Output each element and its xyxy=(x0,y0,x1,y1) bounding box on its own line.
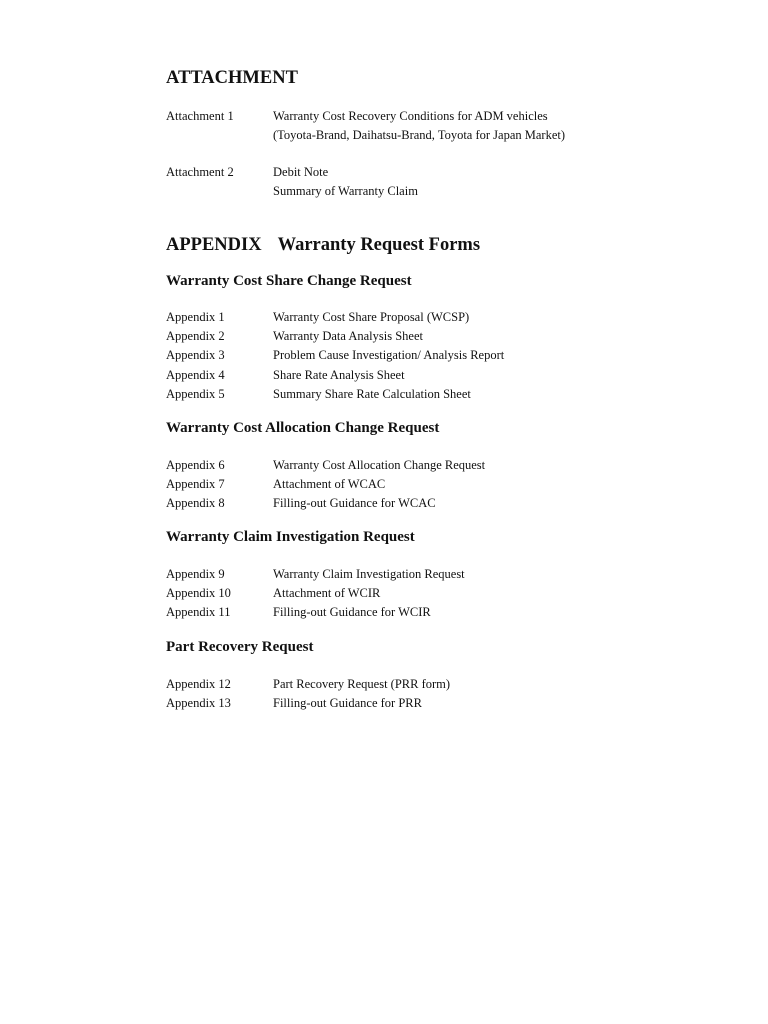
appendix-label: Appendix 12 xyxy=(166,677,231,691)
attachment-heading: ATTACHMENT xyxy=(166,68,298,88)
appendix-text: Filling-out Guidance for PRR xyxy=(273,696,422,710)
section-title-cost-allocation: Warranty Cost Allocation Change Request xyxy=(166,420,440,436)
appendix-label: Appendix 9 xyxy=(166,567,225,581)
attachment-1-line-2: (Toyota-Brand, Daihatsu-Brand, Toyota for Japan Market) xyxy=(273,128,566,142)
appendix-label: Appendix 5 xyxy=(166,387,225,401)
appendix-label: Appendix 11 xyxy=(166,605,231,619)
appendix-heading-right: Warranty Request Forms xyxy=(277,235,481,255)
appendix-label: Appendix 7 xyxy=(166,477,225,491)
section-title-cost-share: Warranty Cost Share Change Request xyxy=(166,273,412,289)
section-title-part-recovery: Part Recovery Request xyxy=(166,639,314,655)
appendix-label: Appendix 13 xyxy=(166,696,231,710)
appendix-label: Appendix 2 xyxy=(166,329,225,343)
appendix-text: Warranty Claim Investigation Request xyxy=(273,567,465,581)
attachment-2-line-2: Summary of Warranty Claim xyxy=(273,184,418,198)
appendix-label: Appendix 8 xyxy=(166,496,225,510)
appendix-text: Share Rate Analysis Sheet xyxy=(273,368,405,382)
appendix-text: Warranty Cost Share Proposal (WCSP) xyxy=(273,310,470,324)
appendix-label: Appendix 1 xyxy=(166,310,225,324)
attachment-2-label: Attachment 2 xyxy=(166,165,234,179)
appendix-text: Problem Cause Investigation/ Analysis Report xyxy=(273,348,505,362)
appendix-text: Filling-out Guidance for WCIR xyxy=(273,605,431,619)
appendix-text: Filling-out Guidance for WCAC xyxy=(273,496,436,510)
appendix-label: Appendix 10 xyxy=(166,586,231,600)
appendix-text: Warranty Data Analysis Sheet xyxy=(273,329,423,343)
appendix-text: Summary Share Rate Calculation Sheet xyxy=(273,387,471,401)
section-title-claim-investigation: Warranty Claim Investigation Request xyxy=(166,529,415,545)
appendix-label: Appendix 3 xyxy=(166,348,225,362)
appendix-text: Attachment of WCIR xyxy=(273,586,381,600)
appendix-label: Appendix 4 xyxy=(166,368,225,382)
attachment-2-line-1: Debit Note xyxy=(273,165,329,179)
appendix-text: Attachment of WCAC xyxy=(273,477,386,491)
appendix-heading xyxy=(166,234,480,256)
attachment-1-line-1: Warranty Cost Recovery Conditions for ADM vehicles xyxy=(273,109,548,123)
appendix-label: Appendix 6 xyxy=(166,458,225,472)
appendix-text: Warranty Cost Allocation Change Request xyxy=(273,458,486,472)
appendix-text: Part Recovery Request (PRR form) xyxy=(273,677,451,691)
appendix-heading-left: APPENDIX xyxy=(166,235,262,255)
attachment-1-label: Attachment 1 xyxy=(166,109,234,123)
